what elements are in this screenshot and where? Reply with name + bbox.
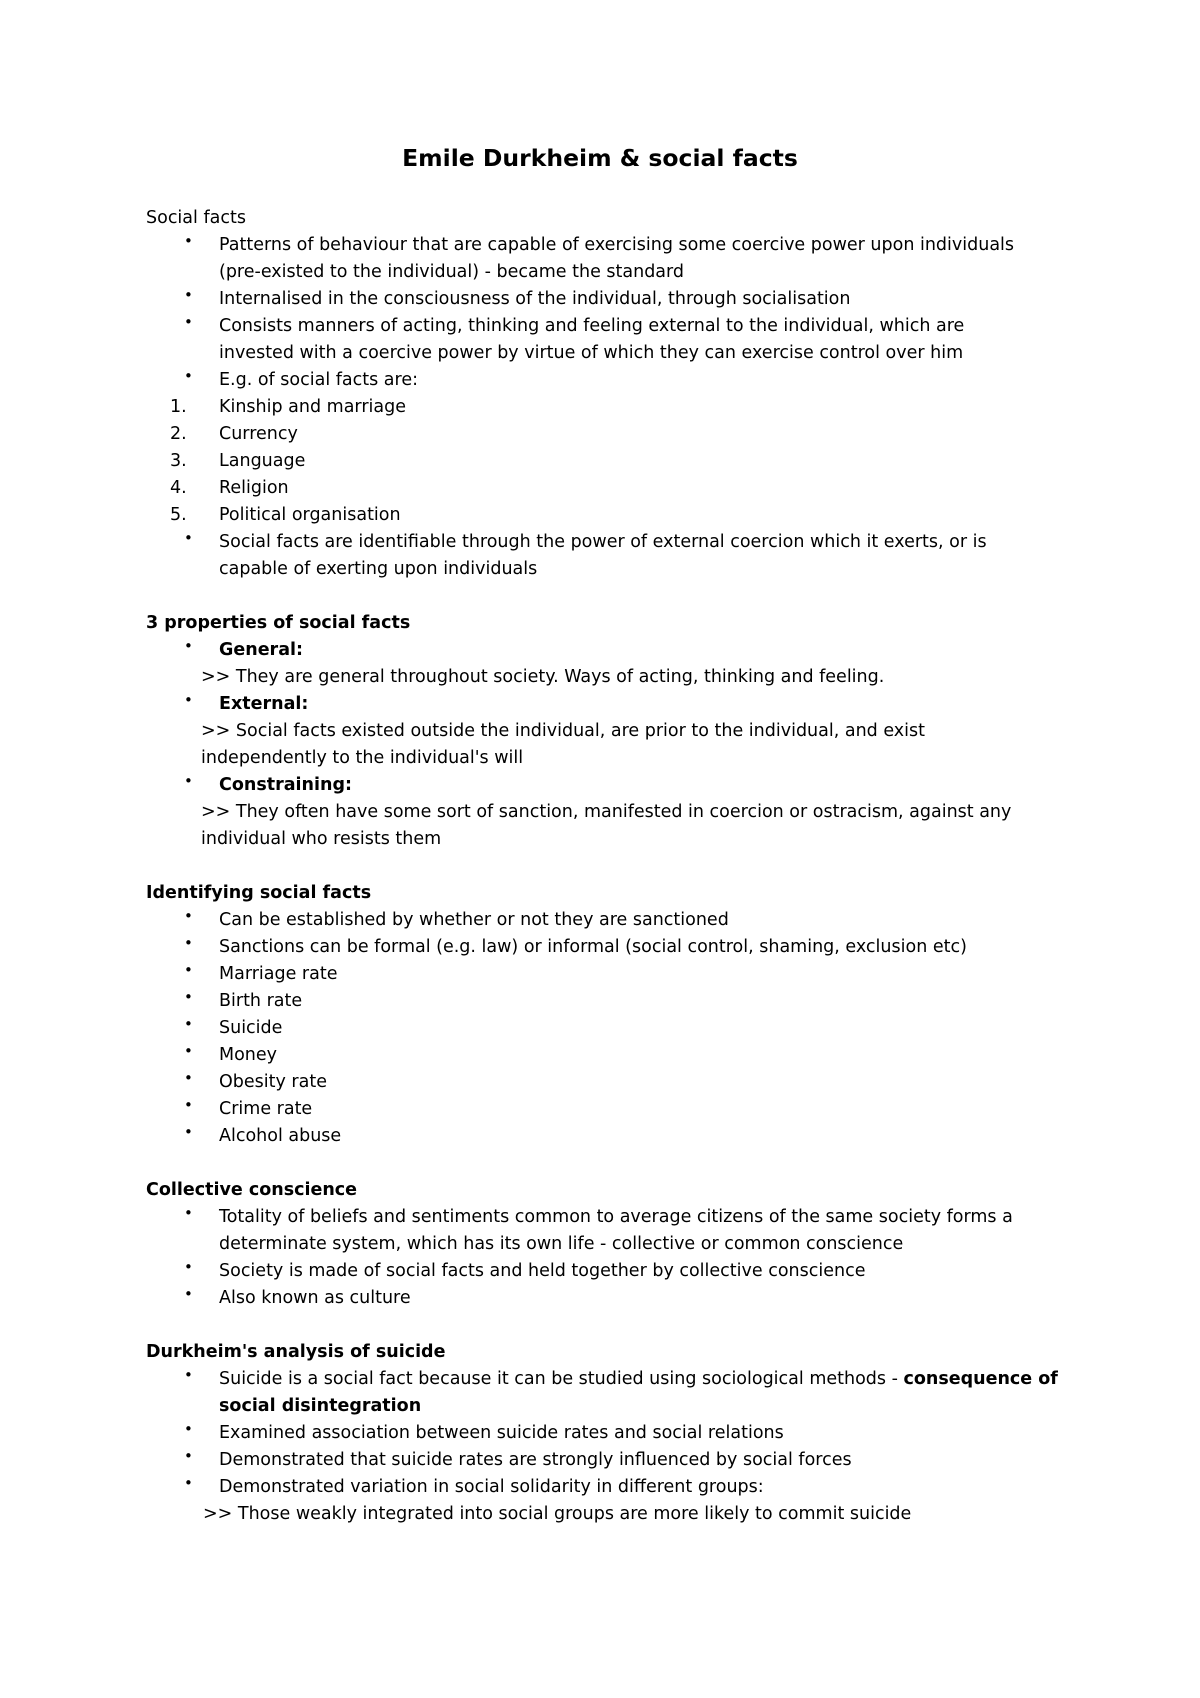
property-title: General:	[219, 640, 303, 660]
bullet-icon: •	[184, 1474, 193, 1492]
property-title: External:	[219, 694, 309, 714]
text-plain: Suicide is a social fact because it can be studied using sociological methods -	[219, 1369, 904, 1389]
bullet-icon: •	[184, 1366, 193, 1384]
section-heading-social-facts: Social facts	[146, 208, 246, 228]
bullet-icon: •	[184, 637, 193, 655]
numbered-item-text: Currency	[219, 424, 298, 444]
property-text: >> Social facts existed outside the individual, are prior to the individual, and exist	[201, 721, 925, 741]
list-item-text: Money	[219, 1045, 278, 1065]
list-item-text: Demonstrated variation in social solidarity in different groups:	[219, 1477, 764, 1497]
bullet-icon: •	[184, 1204, 193, 1222]
list-item-text: Also known as culture	[219, 1288, 411, 1308]
list-item-text: Marriage rate	[219, 964, 338, 984]
list-item-text: determinate system, which has its own life - collective or common conscience	[219, 1234, 904, 1254]
list-item-text: E.g. of social facts are:	[219, 370, 418, 390]
list-item-text: Society is made of social facts and held together by collective conscience	[219, 1261, 866, 1281]
bullet-icon: •	[184, 772, 193, 790]
bullet-icon: •	[184, 1447, 193, 1465]
property-text: individual who resists them	[201, 829, 442, 849]
property-text: >> They are general throughout society. Ways of acting, thinking and feeling.	[201, 667, 885, 687]
list-subitem-text: >> Those weakly integrated into social groups are more likely to commit suicide	[203, 1504, 912, 1524]
section-heading-suicide: Durkheim's analysis of suicide	[146, 1342, 446, 1362]
list-item-text: Can be established by whether or not they are sanctioned	[219, 910, 729, 930]
list-item-text: Suicide	[219, 1018, 283, 1038]
list-number: 1.	[170, 397, 187, 417]
bullet-icon: •	[184, 1123, 193, 1141]
list-item-text: Consists manners of acting, thinking and feeling external to the individual, which are	[219, 316, 965, 336]
property-text: >> They often have some sort of sanction, manifested in coercion or ostracism, against any	[201, 802, 1012, 822]
bullet-icon: •	[184, 367, 193, 385]
section-heading-collective: Collective conscience	[146, 1180, 358, 1200]
list-item-text: Examined association between suicide rates and social relations	[219, 1423, 784, 1443]
list-number: 2.	[170, 424, 187, 444]
bullet-icon: •	[184, 988, 193, 1006]
bullet-icon: •	[184, 1258, 193, 1276]
text-emphasis: consequence of	[903, 1369, 1058, 1389]
list-item-text: Alcohol abuse	[219, 1126, 342, 1146]
numbered-item-text: Kinship and marriage	[219, 397, 406, 417]
bullet-icon: •	[184, 1042, 193, 1060]
bullet-icon: •	[184, 232, 193, 250]
bullet-icon: •	[184, 1069, 193, 1087]
list-number: 4.	[170, 478, 187, 498]
list-item-text: Social facts are identifiable through the power of external coercion which it exerts, or is	[219, 532, 987, 552]
list-item-text: (pre-existed to the individual) - became the standard	[219, 262, 685, 282]
list-item-text: Crime rate	[219, 1099, 313, 1119]
list-number: 3.	[170, 451, 187, 471]
page-title: Emile Durkheim & social facts	[402, 144, 798, 172]
list-item-text: Demonstrated that suicide rates are strongly influenced by social forces	[219, 1450, 852, 1470]
bullet-icon: •	[184, 934, 193, 952]
numbered-item-text: Language	[219, 451, 306, 471]
bullet-icon: •	[184, 691, 193, 709]
property-text: independently to the individual's will	[201, 748, 524, 768]
section-heading-identifying: Identifying social facts	[146, 883, 372, 903]
list-item-text: social disintegration	[219, 1396, 422, 1416]
bullet-icon: •	[184, 907, 193, 925]
bullet-icon: •	[184, 961, 193, 979]
numbered-item-text: Political organisation	[219, 505, 401, 525]
bullet-icon: •	[184, 1285, 193, 1303]
list-item-text: Totality of beliefs and sentiments common to average citizens of the same society forms a	[219, 1207, 1013, 1227]
list-item-text: Internalised in the consciousness of the individual, through socialisation	[219, 289, 851, 309]
bullet-icon: •	[184, 529, 193, 547]
list-item-text: Patterns of behaviour that are capable of exercising some coercive power upon individuals	[219, 235, 1015, 255]
list-item-text: Birth rate	[219, 991, 303, 1011]
bullet-icon: •	[184, 1420, 193, 1438]
bullet-icon: •	[184, 1015, 193, 1033]
section-heading-properties: 3 properties of social facts	[146, 613, 411, 633]
list-item-text: Obesity rate	[219, 1072, 327, 1092]
bullet-icon: •	[184, 286, 193, 304]
list-item-text: invested with a coercive power by virtue of which they can exercise control over him	[219, 343, 964, 363]
list-item-text: Sanctions can be formal (e.g. law) or informal (social control, shaming, exclusion etc)	[219, 937, 967, 957]
list-number: 5.	[170, 505, 187, 525]
property-title: Constraining:	[219, 775, 352, 795]
list-item-text: capable of exerting upon individuals	[219, 559, 538, 579]
numbered-item-text: Religion	[219, 478, 289, 498]
bullet-icon: •	[184, 1096, 193, 1114]
bullet-icon: •	[184, 313, 193, 331]
list-item-text	[219, 1366, 1058, 1393]
